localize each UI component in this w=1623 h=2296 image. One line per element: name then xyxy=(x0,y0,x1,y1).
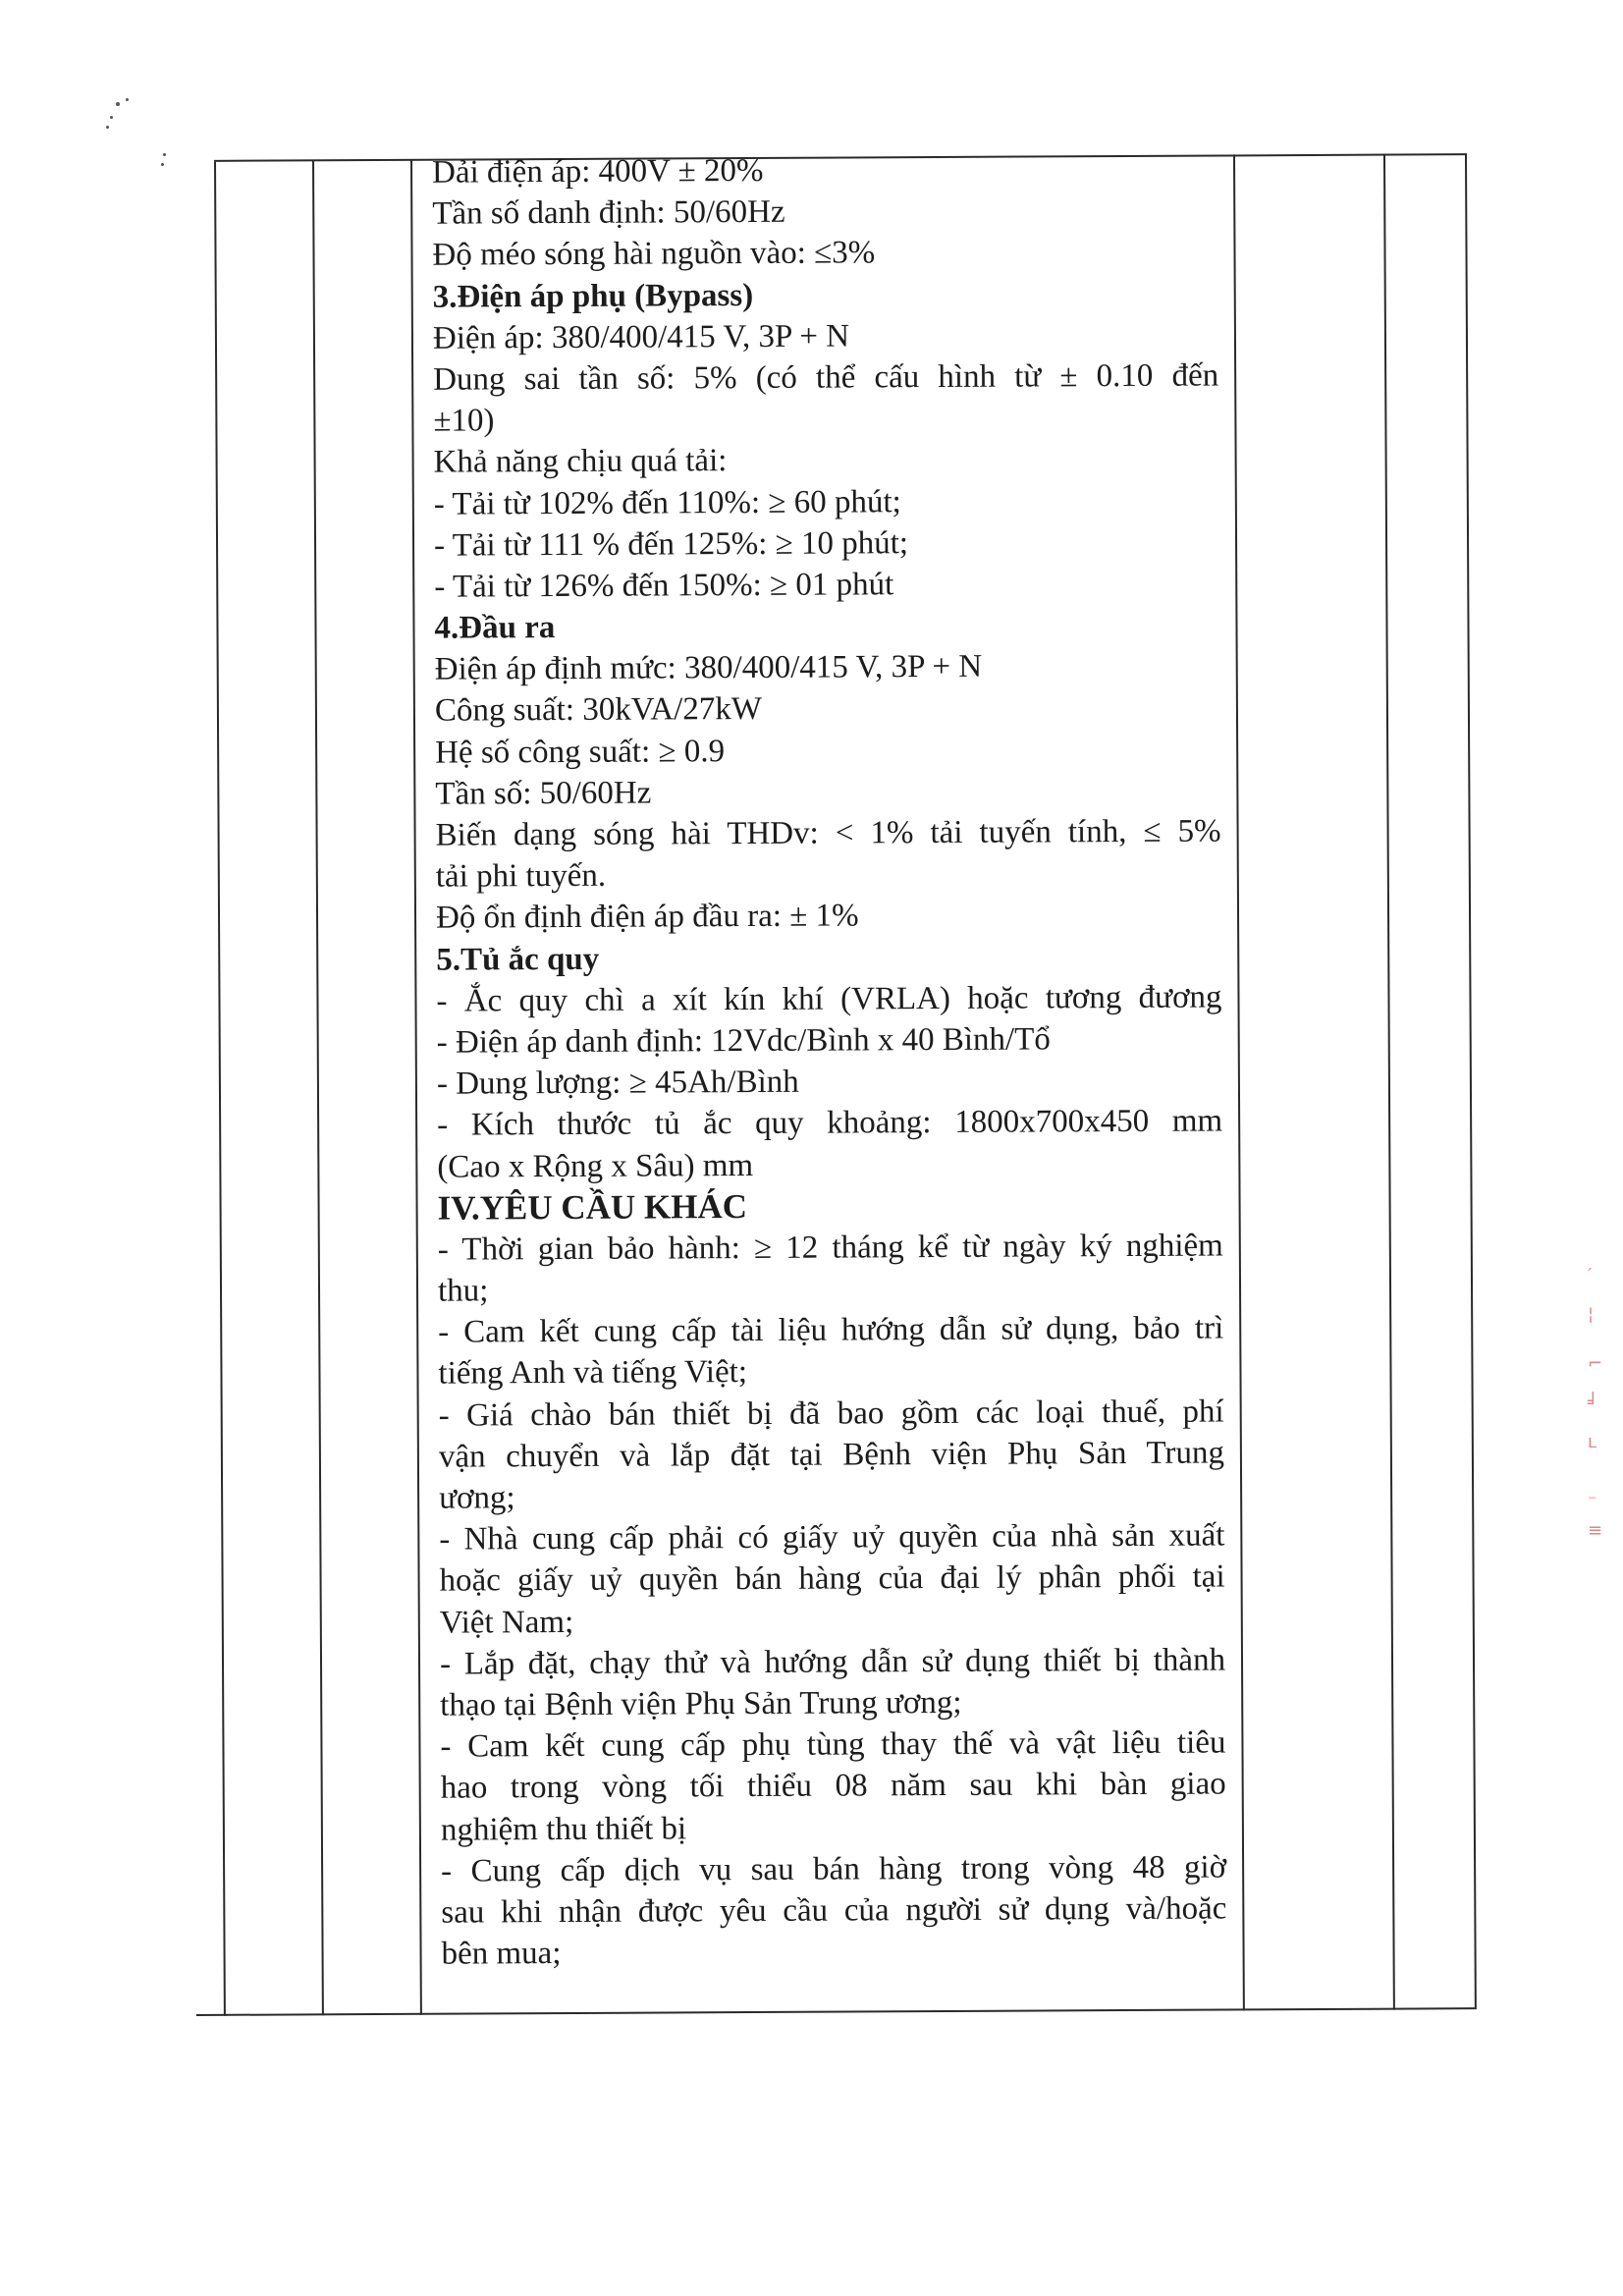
stamp-mark: ╛ xyxy=(1588,1393,1598,1413)
scan-speck xyxy=(106,126,109,129)
table-border-right xyxy=(1465,153,1477,2009)
text-line: Độ ổn định điện áp đầu ra: ± 1% xyxy=(435,898,859,937)
section-heading: 5.Tủ ắc quy xyxy=(436,941,600,978)
text-line: - Cam kết cung cấp tài liệu hướng dẫn sử dụng, bảo trì xyxy=(438,1310,1224,1350)
section-heading: 4.Đầu ra xyxy=(434,610,556,646)
table-column-divider xyxy=(1383,154,1395,2010)
table-border-left xyxy=(214,162,226,2016)
text-line: sau khi nhận được yêu cầu của người sử dụng và/hoặc xyxy=(441,1890,1227,1931)
text-line: - Dung lượng: ≥ 45Ah/Bình xyxy=(436,1064,799,1102)
text-line: - Tải từ 126% đến 150%: ≥ 01 phút xyxy=(434,567,894,605)
stamp-mark: ¦ xyxy=(1588,1304,1595,1325)
text-line: Hệ số công suất: ≥ 0.9 xyxy=(435,733,726,771)
scan-speck xyxy=(126,98,129,101)
text-line: hoặc giấy uỷ quyền bán hàng của đại lý phân phối tại xyxy=(439,1558,1225,1600)
text-line: Biến dạng sóng hài THDv: < 1% tải tuyến tính, ≤ 5% xyxy=(435,813,1221,853)
spec-text-cell xyxy=(432,148,1227,1975)
stamp-mark: ʟ xyxy=(1588,1432,1597,1452)
text-line: (Cao x Rộng x Sâu) mm xyxy=(437,1147,754,1185)
scan-speck xyxy=(110,116,113,119)
text-line: Tần số danh định: 50/60Hz xyxy=(432,193,785,232)
text-line: - Điện áp danh định: 12Vdc/Bình x 40 Bình/Tổ xyxy=(436,1021,1051,1061)
text-line: Độ méo sóng hài nguồn vào: ≤3% xyxy=(432,235,876,274)
text-line: - Cung cấp dịch vụ sau bán hàng trong vòng 48 giờ xyxy=(441,1849,1227,1889)
text-line: tiếng Anh và tiếng Việt; xyxy=(438,1354,748,1393)
text-line: Việt Nam; xyxy=(439,1604,574,1641)
text-line: bên mua; xyxy=(441,1936,562,1972)
text-line: Dải điện áp: 400V ± 20% xyxy=(431,152,764,191)
scan-speck xyxy=(116,102,120,106)
text-line: nghiệm thu thiết bị xyxy=(440,1810,687,1848)
spec-table xyxy=(187,153,1475,2016)
table-border-bottom xyxy=(196,2007,1475,2016)
section-heading: IV.YÊU CẦU KHÁC xyxy=(437,1186,748,1228)
section-heading: 3.Điện áp phụ (Bypass) xyxy=(432,277,754,315)
text-line: - Tải từ 102% đến 110%: ≥ 60 phút; xyxy=(433,483,901,522)
text-line: - Tải từ 111 % đến 125%: ≥ 10 phút; xyxy=(433,524,909,564)
text-line: Dung sai tần số: 5% (có thể cấu hình từ ± 0.10 đến xyxy=(433,357,1219,398)
text-line: Khả năng chịu quá tải: xyxy=(433,443,728,480)
text-line: - Kích thước tủ ắc quy khoảng: 1800x700x450 mm xyxy=(437,1103,1223,1143)
stamp-mark: ′ xyxy=(1588,1265,1593,1285)
scan-speck xyxy=(161,163,164,166)
text-line: - Thời gian bảo hành: ≥ 12 tháng kể từ ngày ký nghiệm xyxy=(437,1228,1223,1268)
text-line: Điện áp: 380/400/415 V, 3P + N xyxy=(432,318,850,356)
scan-speck xyxy=(163,153,166,156)
text-line: thạo tại Bệnh viện Phụ Sản Trung ương; xyxy=(440,1684,962,1723)
text-line: - Ắc quy chì a xít kín khí (VRLA) hoặc tương đương xyxy=(436,979,1222,1019)
stamp-mark: ⌐ xyxy=(1588,1353,1603,1374)
text-line: Điện áp định mức: 380/400/415 V, 3P + N xyxy=(434,649,983,687)
text-line: - Lắp đặt, chạy thử và hướng dẫn sử dụng thiết bị thành xyxy=(439,1642,1226,1682)
stamp-mark: ⁻ xyxy=(1588,1491,1597,1511)
text-line: Tần số: 50/60Hz xyxy=(435,775,652,812)
text-line: - Nhà cung cấp phải có giấy uỷ quyền của nhà sản xuất xyxy=(439,1517,1225,1558)
stamp-mark: ≡ xyxy=(1588,1520,1603,1541)
text-line: thu; xyxy=(437,1273,489,1309)
text-line: ương; xyxy=(439,1480,515,1516)
text-line: hao trong vòng tối thiểu 08 năm sau khi bàn giao xyxy=(440,1766,1226,1806)
text-line: tải phi tuyến. xyxy=(435,857,607,895)
text-line: - Cam kết cung cấp phụ tùng thay thế và vật liệu tiêu xyxy=(440,1724,1226,1765)
table-column-divider xyxy=(1233,154,1245,2010)
text-line: ±10) xyxy=(433,403,495,439)
table-column-divider xyxy=(410,160,422,2015)
text-line: - Giá chào bán thiết bị đã bao gồm các loại thuế, phí xyxy=(438,1394,1224,1434)
text-line: vận chuyển và lắp đặt tại Bệnh viện Phụ Sản Trung xyxy=(438,1435,1225,1475)
text-line: Công suất: 30kVA/27kW xyxy=(434,691,763,730)
table-column-divider xyxy=(312,160,324,2015)
